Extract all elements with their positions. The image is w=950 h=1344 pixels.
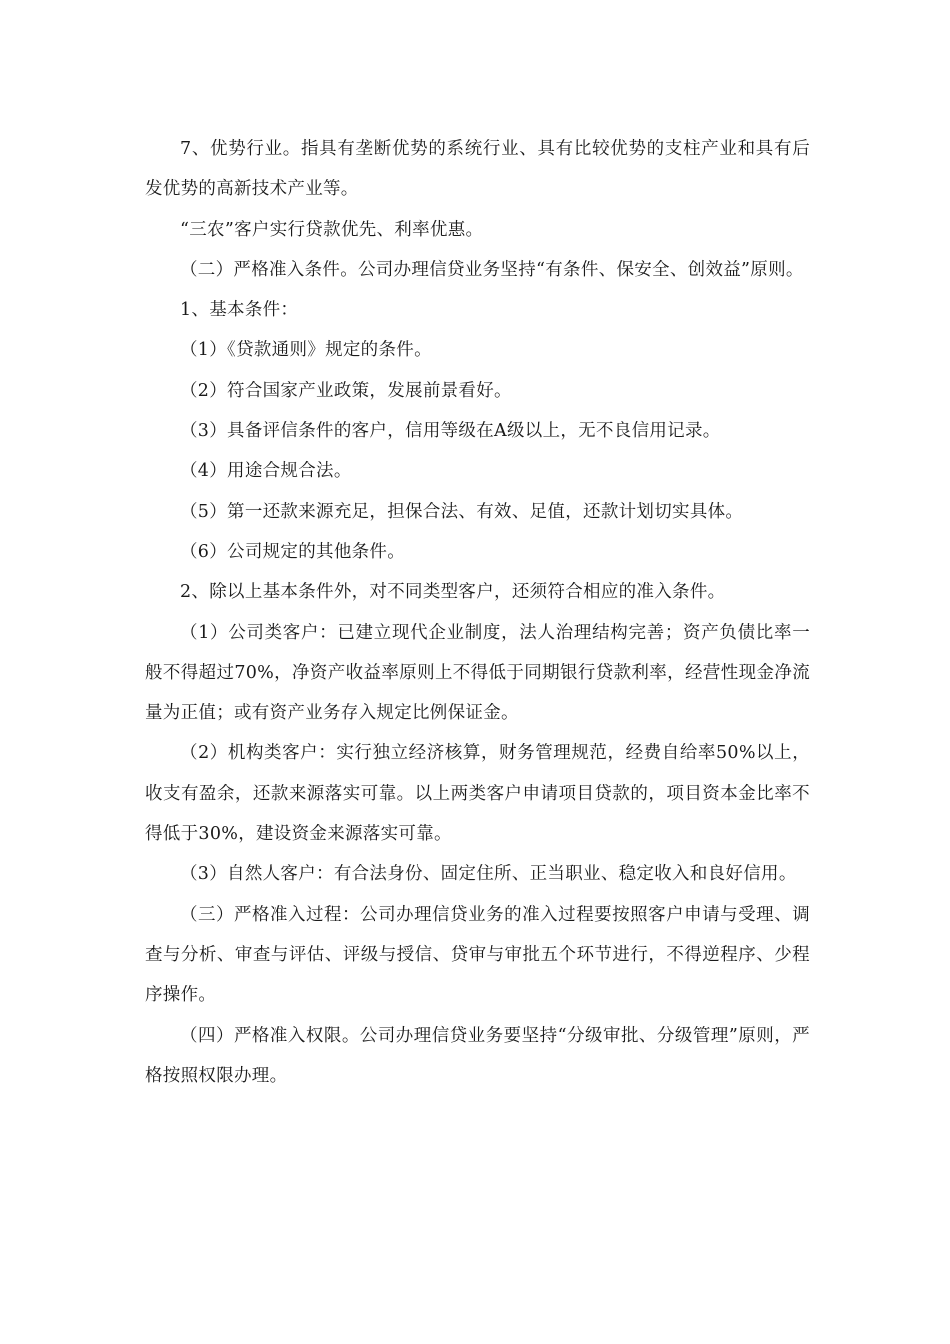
paragraph-advantage-industry: 7、优势行业。指具有垄断优势的系统行业、具有比较优势的支柱产业和具有后发优势的高新技术产业等。	[145, 139, 810, 200]
paragraph-condition-2: （2）符合国家产业政策，发展前景看好。	[180, 380, 512, 401]
paragraph-strict-entry-conditions: （二）严格准入条件。公司办理信贷业务坚持“有条件、保安全、创效益”原则。	[180, 259, 804, 280]
paragraph-corporate-customers: （1）公司类客户：已建立现代企业制度，法人治理结构完善；资产负债比率一般不得超过70%，净资产收益率原则上不得低于同期银行贷款利率，经营性现金净流量为正值；或有资产业务存入规定比例保证金。	[145, 622, 810, 724]
paragraph-basic-conditions-heading: 1、基本条件：	[180, 300, 299, 321]
paragraph-condition-6: （6）公司规定的其他条件。	[180, 541, 406, 562]
paragraph-sannong-customers: “三农”客户实行贷款优先、利率优惠。	[180, 219, 484, 240]
paragraph-institutional-customers: （2）机构类客户：实行独立经济核算，财务管理规范，经费自给率50%以上，收支有盈余，还款来源落实可靠。以上两类客户申请项目贷款的，项目资本金比率不得低于30%，建设资金来源落实可靠。	[145, 743, 810, 845]
paragraph-entry-process: （三）严格准入过程：公司办理信贷业务的准入过程要按照客户申请与受理、调查与分析、审查与评估、评级与授信、贷审与审批五个环节进行，不得逆程序、少程序操作。	[145, 904, 810, 1006]
paragraph-condition-1: （1）《贷款通则》规定的条件。	[180, 340, 432, 361]
paragraph-individual-customers: （3）自然人客户：有合法身份、固定住所、正当职业、稳定收入和良好信用。	[180, 864, 797, 885]
paragraph-customer-type-conditions: 2、除以上基本条件外，对不同类型客户，还须符合相应的准入条件。	[180, 582, 726, 603]
paragraph-condition-3: （3）具备评信条件的客户，信用等级在A级以上，无不良信用记录。	[180, 421, 721, 442]
paragraph-condition-4: （4）用途合规合法。	[180, 461, 352, 482]
document-body	[145, 129, 810, 1096]
paragraph-entry-authority: （四）严格准入权限。公司办理信贷业务要坚持“分级审批、分级管理”原则，严格按照权限办理。	[145, 1025, 810, 1086]
paragraph-condition-5: （5）第一还款来源充足，担保合法、有效、足值，还款计划切实具体。	[180, 501, 744, 522]
